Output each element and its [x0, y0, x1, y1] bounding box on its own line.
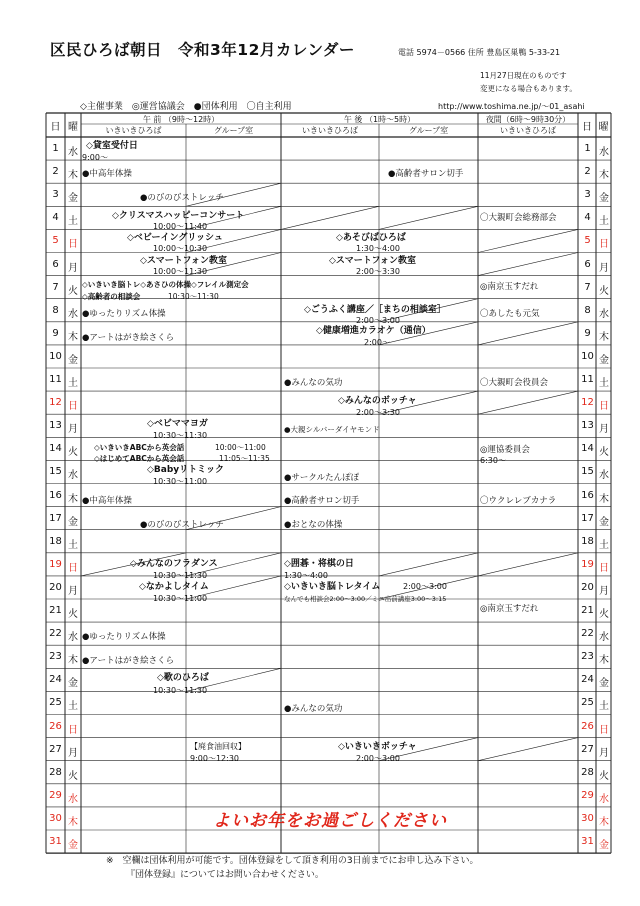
event-5-pm: ◇あそびばひろば — [336, 233, 406, 243]
day-number: 23 — [49, 651, 62, 663]
day-weekday-right: 火 — [599, 285, 609, 297]
event-14-night-time: 6:30～ — [480, 456, 506, 465]
day-weekday-right: 木 — [599, 493, 609, 505]
event-16-night: 〇ウクレレブカナラ — [480, 496, 557, 506]
event-16-am: ●中高年体操 — [82, 496, 132, 506]
day-number-right: 21 — [581, 605, 594, 616]
closed-diagonal — [478, 322, 578, 345]
event-1-am: ◇貸室受付日 — [86, 141, 138, 151]
event-2-pm-group: ●高齢者サロン切手 — [388, 169, 464, 179]
day-number-right: 16 — [581, 489, 594, 501]
event-20-pm: ◇いきいき脳トレタイム — [284, 582, 381, 592]
day-number-right: 5 — [584, 235, 591, 247]
day-weekday-right: 土 — [599, 378, 609, 389]
day-number: 29 — [49, 789, 62, 801]
closed-diagonal — [478, 738, 578, 761]
day-number: 2 — [52, 166, 59, 178]
day-number-right: 12 — [581, 397, 594, 409]
day-weekday-right: 金 — [599, 840, 609, 851]
day-weekday: 金 — [68, 193, 78, 205]
day-weekday-right: 金 — [599, 193, 609, 205]
col-night: 夜間（6時～9時30分） — [485, 115, 571, 124]
col-night-ikiiki: いきいきひろば — [500, 126, 556, 135]
update-note-line1: 11月27日現在のものです — [480, 71, 567, 80]
event-12-pm: ◇みんなのボッチャ — [338, 396, 417, 406]
day-weekday-right: 土 — [599, 216, 609, 228]
event-14-am-line2-time: 11:05～11:35 — [219, 454, 270, 463]
event-14-night: ◎運協委員会 — [480, 445, 530, 455]
event-5-am-time: 10:00～10:30 — [153, 244, 208, 253]
day-number-right: 20 — [581, 581, 594, 593]
day-weekday: 火 — [68, 609, 78, 620]
day-number-right: 28 — [581, 766, 594, 778]
col-am-group: グループ室 — [213, 126, 254, 135]
day-weekday: 金 — [68, 516, 78, 528]
day-weekday: 土 — [68, 701, 78, 713]
day-number: 8 — [52, 304, 59, 316]
day-number-right: 14 — [581, 443, 594, 455]
day-weekday: 日 — [68, 401, 78, 413]
col-weekday-left: 曜 — [68, 122, 78, 133]
day-number: 17 — [49, 512, 62, 524]
event-7-am-line2: ◇高齢者の相談会 — [82, 292, 141, 301]
day-number-right: 8 — [584, 304, 591, 316]
day-number: 31 — [49, 836, 62, 847]
day-number: 15 — [49, 466, 62, 478]
col-pm-group: グループ室 — [408, 126, 449, 135]
event-11-night: 〇大親町会役員会 — [480, 378, 549, 388]
footer-line2: 『団体登録』についてはお問い合わせください。 — [126, 870, 324, 880]
event-20-pm-detail: なんでも相談会2:00～3:00／ミニ出前講座3:00～3:15 — [284, 595, 447, 603]
day-weekday: 日 — [68, 562, 78, 574]
event-9-pm-time: 2:00～ — [364, 338, 390, 347]
event-20-am-time: 10:30～11:00 — [153, 594, 208, 603]
event-3-am: ●のびのびストレッチ — [140, 193, 224, 203]
event-5-pm-time: 1:30～4:00 — [356, 244, 400, 253]
day-number: 30 — [49, 812, 62, 824]
day-weekday: 土 — [68, 378, 78, 389]
day-number: 22 — [49, 628, 62, 640]
day-weekday: 水 — [68, 632, 78, 644]
contact-info: 電話 5974－0566 住所 豊島区巣鴨 5-33-21 — [398, 48, 561, 57]
event-14-am-line1: ◇いきいきABCから英会話 — [94, 443, 185, 452]
day-number-right: 15 — [581, 466, 594, 478]
event-19-am: ◇みんなのフラダンス — [130, 559, 218, 569]
event-8-pm-time: 2:00～3:00 — [356, 316, 400, 325]
event-17-am: ●のびのびストレッチ — [140, 520, 224, 530]
day-number-right: 13 — [581, 420, 594, 432]
event-4-night: 〇大親町会総務部会 — [480, 213, 557, 223]
event-27-am-group: 【廃食油回収】 — [190, 742, 246, 751]
day-weekday-right: 金 — [599, 678, 609, 690]
event-22-am: ●ゆったりリズム体操 — [82, 632, 166, 642]
day-weekday-right: 土 — [599, 539, 609, 551]
day-number-right: 29 — [581, 789, 594, 801]
col-pm: 午 後 （1時～5時） — [343, 115, 416, 124]
event-13-am-time: 10:30～11:30 — [153, 431, 208, 440]
day-number: 9 — [52, 327, 59, 339]
day-weekday: 火 — [68, 285, 78, 297]
day-weekday-right: 日 — [599, 239, 609, 251]
day-number: 7 — [52, 281, 59, 293]
day-number-right: 11 — [581, 374, 594, 385]
event-15-am: ◇Babyリトミック — [147, 465, 224, 475]
day-number-right: 18 — [581, 535, 594, 547]
event-19-pm: ◇囲碁・将棋の日 — [284, 559, 354, 569]
update-note-line2: 変更になる場合もあります。 — [480, 84, 577, 93]
event-20-pm-time: 2:00～3:00 — [403, 582, 447, 591]
day-weekday: 金 — [68, 678, 78, 690]
day-weekday-right: 土 — [599, 701, 609, 713]
day-weekday-right: 日 — [599, 401, 609, 413]
event-27-pm: ◇いきいきボッチャ — [338, 742, 417, 752]
event-13-pm: ●大親シルバーダイヤモンド — [284, 425, 380, 434]
event-11-pm: ●みんなの気功 — [284, 378, 343, 388]
event-19-pm-time: 1:30～4:00 — [284, 571, 328, 580]
day-number: 24 — [49, 674, 62, 686]
day-number-right: 24 — [581, 674, 594, 686]
day-number: 25 — [49, 697, 62, 709]
day-weekday-right: 水 — [599, 793, 609, 805]
day-weekday-right: 月 — [599, 262, 609, 274]
day-weekday-right: 水 — [599, 308, 609, 320]
day-weekday-right: 月 — [599, 424, 609, 436]
closed-diagonal — [379, 206, 478, 229]
day-weekday: 木 — [68, 170, 78, 182]
day-weekday: 月 — [68, 262, 78, 274]
day-weekday: 木 — [68, 493, 78, 505]
day-number: 13 — [49, 420, 62, 432]
day-number-right: 4 — [584, 212, 591, 224]
day-weekday: 日 — [68, 239, 78, 251]
day-weekday-right: 木 — [599, 655, 609, 667]
event-6-pm-time: 2:00～3:30 — [356, 267, 400, 276]
event-15-am-time: 10:30～11:00 — [153, 477, 208, 486]
event-25-pm: ●みんなの気功 — [284, 704, 343, 714]
day-number: 6 — [52, 258, 59, 270]
day-weekday: 月 — [68, 424, 78, 436]
event-4-am-time: 10:00～11:40 — [153, 222, 208, 231]
day-weekday-right: 金 — [599, 354, 609, 366]
col-weekday-right: 曜 — [598, 122, 609, 133]
col-date-right: 日 — [582, 122, 592, 133]
event-17-pm: ●おとなの体操 — [284, 520, 343, 530]
day-weekday-right: 月 — [599, 585, 609, 597]
day-number: 1 — [52, 143, 59, 154]
day-weekday: 木 — [68, 331, 78, 343]
event-24-am-time: 10:30～11:30 — [153, 686, 208, 695]
event-27-am-group-time: 9:00～12:30 — [190, 754, 240, 763]
day-weekday-right: 金 — [599, 516, 609, 528]
event-19-am-time: 10:30～11:30 — [153, 571, 208, 580]
day-number-right: 3 — [584, 189, 591, 201]
event-6-am-time: 10:00～11:30 — [153, 267, 208, 276]
event-9-pm: ◇健康増進カラオケ（通信） — [316, 326, 431, 336]
event-21-night: ◎南京玉すだれ — [480, 604, 539, 614]
event-20-am: ◇なかよしタイム — [139, 582, 209, 592]
closed-diagonal — [281, 206, 379, 229]
event-8-am: ●ゆったりリズム体操 — [82, 309, 166, 319]
day-number-right: 31 — [581, 836, 594, 847]
event-24-am: ◇歌のひろば — [157, 673, 209, 683]
event-15-pm: ●サークルたんぽぽ — [284, 473, 360, 483]
closed-diagonal — [478, 391, 578, 414]
event-8-night: 〇あしたも元気 — [480, 309, 540, 319]
day-number-right: 26 — [581, 720, 594, 732]
event-14-am-line1-time: 10:00～11:00 — [215, 443, 266, 452]
col-am: 午 前 （9時～12時） — [142, 115, 220, 124]
day-number-right: 25 — [581, 697, 594, 709]
day-weekday: 火 — [68, 447, 78, 459]
day-weekday-right: 月 — [599, 747, 609, 759]
day-number: 28 — [49, 766, 62, 778]
day-number: 26 — [49, 720, 62, 732]
day-weekday: 土 — [68, 216, 78, 228]
day-weekday-right: 日 — [599, 724, 609, 736]
event-7-am-time: 10:30～11:30 — [168, 292, 219, 301]
day-number-right: 2 — [584, 166, 591, 178]
day-weekday-right: 日 — [599, 562, 609, 574]
day-number: 11 — [49, 374, 62, 385]
day-number-right: 30 — [581, 812, 594, 824]
closed-diagonal — [478, 553, 578, 576]
footer-line1: ※ 空欄は団体利用が可能です。団体登録をして頂き利用の3日前までにお申し込み下さい。 — [106, 856, 479, 866]
day-number: 14 — [49, 443, 62, 455]
legend: ◇主催事業 ◎運営協議会 ●団体利用 〇自主利用 — [80, 102, 292, 112]
day-number: 20 — [49, 581, 62, 593]
day-weekday-right: 火 — [599, 770, 609, 782]
day-weekday: 木 — [68, 816, 78, 828]
footer-note — [106, 854, 479, 882]
day-number: 12 — [49, 397, 62, 409]
day-weekday-right: 木 — [599, 331, 609, 343]
day-weekday: 水 — [68, 793, 78, 805]
event-6-am: ◇スマートフォン教室 — [140, 256, 228, 266]
event-7-am-line1: ◇いきいき脳トレ◇あさひの体操◇フレイル測定会 — [82, 280, 249, 289]
event-5-am: ◇ベビーイングリッシュ — [127, 233, 223, 243]
day-number: 16 — [49, 489, 62, 501]
day-weekday-right: 水 — [599, 470, 609, 482]
day-weekday: 金 — [68, 840, 78, 851]
event-2-am: ●中高年体操 — [82, 169, 132, 179]
day-weekday: 水 — [68, 308, 78, 320]
day-weekday-right: 木 — [599, 816, 609, 828]
day-number-right: 6 — [584, 258, 591, 270]
event-4-am: ◇クリスマスハッピーコンサート — [112, 211, 245, 221]
day-number: 10 — [49, 350, 62, 362]
day-weekday: 水 — [68, 470, 78, 482]
event-14-am-line2: ◇はじめてABCから英会話 — [94, 454, 185, 463]
day-weekday: 木 — [68, 655, 78, 667]
day-number-right: 17 — [581, 512, 594, 524]
event-8-pm: ◇ごうふく講座／［まちの相談室］ — [304, 305, 446, 315]
day-weekday: 月 — [68, 747, 78, 759]
event-9-am: ●アートはがき絵さくら — [82, 333, 175, 343]
day-number-right: 9 — [584, 327, 591, 339]
website-url[interactable]: http://www.toshima.ne.jp/～01_asahi — [438, 102, 585, 111]
day-number-right: 10 — [581, 350, 594, 362]
day-number: 27 — [49, 743, 62, 755]
day-weekday-right: 木 — [599, 170, 609, 182]
day-number-right: 22 — [581, 628, 594, 640]
day-number: 3 — [52, 189, 59, 201]
col-pm-ikiiki: いきいきひろば — [302, 126, 358, 135]
col-am-ikiiki: いきいきひろば — [105, 126, 162, 135]
new-year-message: よいお年をお過ごしください — [213, 811, 447, 831]
day-number-right: 23 — [581, 651, 594, 663]
day-weekday-right: 火 — [599, 447, 609, 459]
closed-diagonal — [478, 229, 578, 252]
day-weekday: 水 — [68, 147, 78, 158]
event-6-pm: ◇スマートフォン教室 — [329, 256, 417, 266]
day-number-right: 1 — [584, 143, 591, 154]
page-title: 区民ひろば朝日 令和3年12月カレンダー — [50, 41, 355, 59]
day-weekday: 日 — [68, 724, 78, 736]
event-7-night: ◎南京玉すだれ — [480, 282, 539, 292]
event-27-pm-time: 2:00～3:00 — [356, 754, 400, 763]
day-number-right: 27 — [581, 743, 594, 755]
day-weekday: 火 — [68, 770, 78, 782]
day-weekday: 土 — [68, 539, 78, 551]
day-weekday: 金 — [68, 354, 78, 366]
event-12-pm-time: 2:00～3:30 — [356, 408, 400, 417]
event-16-pm: ●高齢者サロン切手 — [284, 496, 360, 506]
day-weekday-right: 火 — [599, 609, 609, 620]
day-weekday-right: 水 — [599, 147, 609, 158]
day-number: 19 — [49, 558, 62, 570]
day-weekday: 月 — [68, 585, 78, 597]
day-number: 18 — [49, 535, 62, 547]
event-1-am-time: 9:00～ — [82, 153, 108, 162]
day-weekday-right: 水 — [599, 632, 609, 644]
col-date-left: 日 — [50, 122, 61, 133]
event-13-am: ◇ベビママヨガ — [147, 419, 208, 429]
day-number: 21 — [49, 605, 62, 616]
day-number: 5 — [52, 235, 59, 247]
day-number: 4 — [52, 212, 59, 224]
day-number-right: 7 — [584, 281, 591, 293]
closed-diagonal — [478, 253, 578, 276]
closed-diagonal — [379, 553, 478, 576]
event-23-am: ●アートはがき絵さくら — [82, 656, 175, 666]
day-number-right: 19 — [581, 558, 594, 570]
